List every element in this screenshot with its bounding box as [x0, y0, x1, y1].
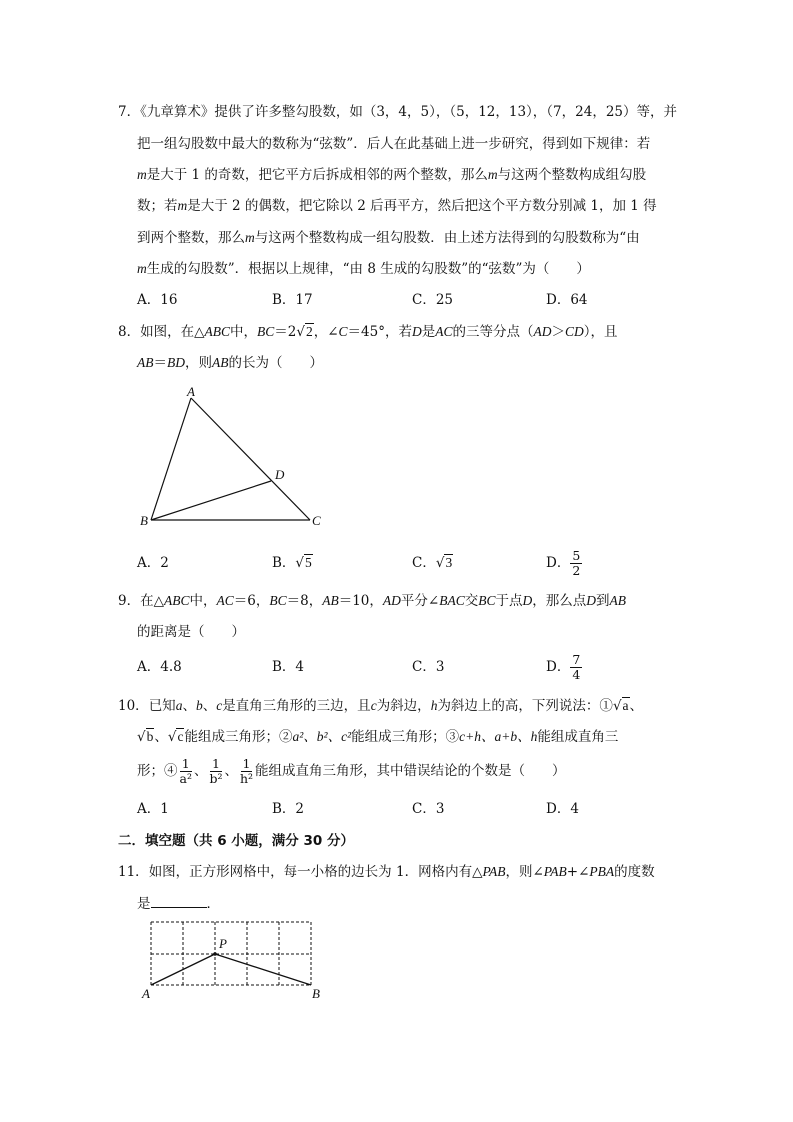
q8-option-d-fraction: $\frac{5}{2}$	[572, 548, 581, 578]
q9-option-d-fraction: $\frac{7}{4}$	[572, 652, 581, 682]
q11-label-b: B	[312, 986, 320, 1001]
answer-blank[interactable]	[151, 893, 207, 908]
q9-option-b: B．4	[272, 659, 305, 675]
q10-line-2: √b、√c能组成三角形；②a²、b²、c²能组成三角形；③c+h、a+b、h能组成直角三	[137, 729, 619, 745]
q10-option-a: A．1	[137, 801, 169, 817]
q7-line-5: 到两个整数，那么m与这两个整数构成一组勾股数．由上述方法得到的勾股数称为“由	[137, 230, 640, 246]
q9-option-a: A．4.8	[137, 659, 182, 675]
q8-segment-bd	[151, 481, 271, 520]
q10-fraction-a: $\frac{1}{\text{a²}}$	[179, 756, 192, 786]
section-2-heading: 二．填空题（共 6 小题，满分 30 分）	[118, 833, 354, 849]
q8-option-c: C．√3	[412, 555, 453, 571]
q11-segment-pb	[215, 954, 311, 985]
q8-label-c: C	[312, 513, 321, 528]
q11-label-p: P	[219, 936, 227, 951]
q11-line-2: 是 ．	[137, 893, 220, 914]
q11-point-p	[213, 952, 217, 956]
q7-line-4: 数；若m是大于 2 的偶数，把它除以 2 后再平方，然后把这个平方数分别减 1，加 1 得	[137, 198, 657, 214]
q10-option-d: D．4	[546, 801, 579, 817]
q8-line-1: 8．如图，在△ABC中，BC＝2√2，∠C＝45°，若D是AC的三等分点（AD＞CD），且	[118, 324, 618, 340]
q7-option-d: D．64	[546, 292, 588, 308]
q8-label-a: A	[187, 384, 195, 399]
q8-label-b: B	[140, 513, 148, 528]
q7-line-1: 7．《九章算术》提供了许多整勾股数，如（3，4，5），（5，12，13），（7，24，25）等，并	[118, 104, 678, 120]
q8-option-b: B．√5	[272, 555, 312, 571]
q8-segment-ab	[151, 398, 191, 520]
q7-line-6: m生成的勾股数”．根据以上规律，“由 8 生成的勾股数”的“弦数”为（ ）	[137, 261, 590, 277]
q7-option-c: C．25	[412, 292, 454, 308]
q11-label-a: A	[142, 986, 150, 1001]
q10-option-c: C．3	[412, 801, 445, 817]
q8-option-a: A．2	[137, 555, 169, 571]
q10-line-1: 10．已知a、b、c是直角三角形的三边，且c为斜边，h为斜边上的高，下列说法：①√a、	[118, 698, 644, 714]
q10-option-b: B．2	[272, 801, 305, 817]
q7-option-b: B．17	[272, 292, 313, 308]
q8-label-d: D	[275, 467, 285, 482]
q10-fraction-b: $\frac{1}{\text{b²}}$	[209, 756, 223, 786]
q11-dashed-grid	[151, 922, 311, 985]
q11-line-1: 11．如图，正方形网格中，每一小格的边长为 1．网格内有△PAB，则∠PAB+∠PBA的度数	[118, 864, 655, 880]
q9-option-d: D． $\frac{7}{4}$	[546, 652, 581, 682]
q9-option-c: C．3	[412, 659, 445, 675]
q7-line-3: m是大于 1 的奇数，把它平方后拆成相邻的两个整数，那么m与这两个整数构成组勾股	[137, 167, 647, 183]
q9-line-1: 9．在△ABC中，AC＝6，BC＝8，AB＝10，AD平分∠BAC交BC于点D，那么点D到AB	[118, 593, 626, 609]
q10-line-3: 形；④ $\frac{1}{\text{a²}}$ 、 $\frac{1}{\text{b²}}$ 、 $\frac{1}{\text{h²}}$ 能组成直角三角形，其中错误结论的个数是（ ）	[137, 756, 566, 786]
q10-fraction-h: $\frac{1}{\text{h²}}$	[239, 756, 254, 786]
q11-grid-figure	[140, 915, 330, 1005]
q8-option-d: D． $\frac{5}{2}$	[546, 548, 581, 578]
q9-line-2: 的距离是（ ）	[137, 624, 245, 640]
q7-line-2: 把一组勾股数中最大的数称为“弦数”．后人在此基础上进一步研究，得到如下规律：若	[137, 136, 651, 152]
q7-option-a: A．16	[137, 292, 178, 308]
q8-line-2: AB＝BD，则AB的长为（ ）	[137, 355, 323, 371]
q8-triangle-figure	[130, 382, 340, 532]
